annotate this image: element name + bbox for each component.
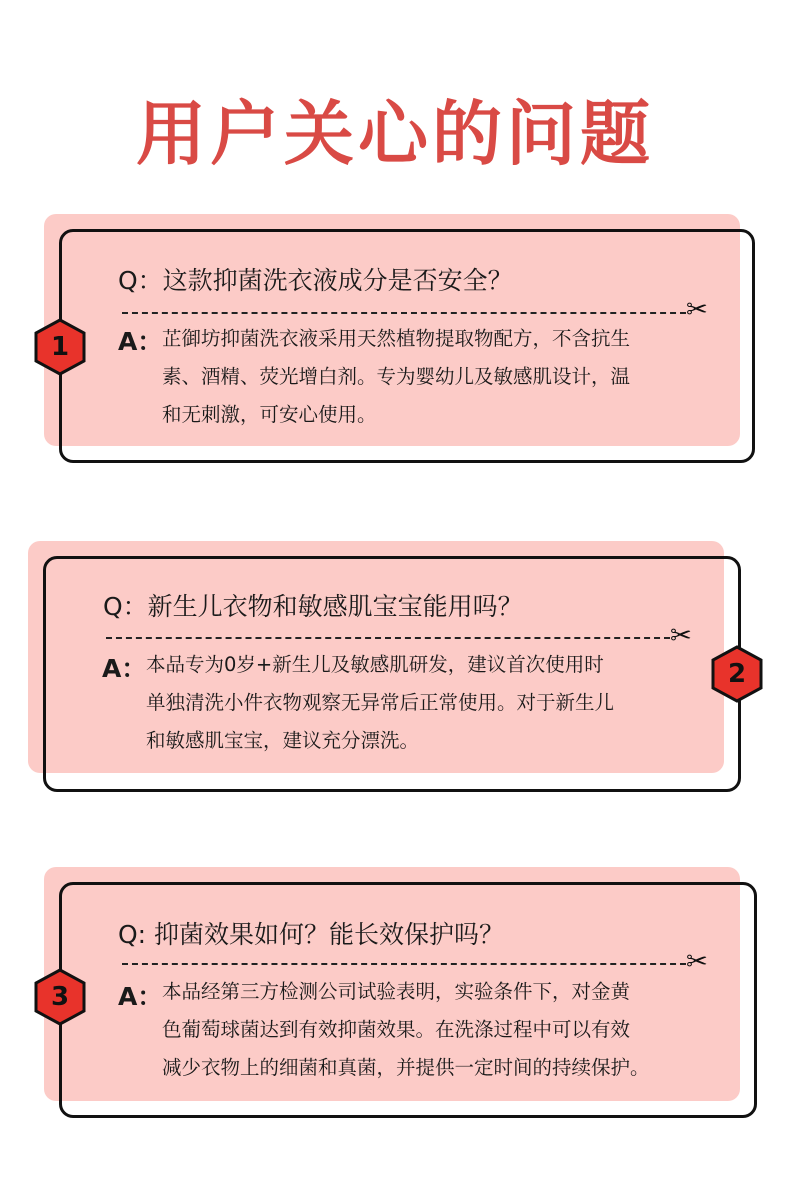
cut-line [106,637,670,639]
cut-line [122,963,686,965]
scissors-icon: ✂ [670,621,692,651]
faq-question: Q：新生儿衣物和敏感肌宝宝能用吗？ [103,592,523,621]
answer-line: 和无刺激，可安心使用。 [162,403,377,426]
answer-line: 和敏感肌宝宝，建议充分漂洗。 [146,729,420,752]
answer-line: 单独清洗小件衣物观察无异常后正常使用。对于新生儿 [146,691,615,714]
page-title: 用户关心的问题 [136,93,654,175]
badge-number: 3 [50,982,70,1012]
faq-question: Q：这款抑菌洗衣液成分是否安全？ [118,266,513,295]
number-badge [711,645,763,703]
answer-line: 减少衣物上的细菌和真菌，并提供一定时间的持续保护。 [162,1056,650,1079]
cut-line [122,312,686,314]
faq-answer [162,973,737,1087]
answer-label: A： [118,982,163,1011]
answer-line: 本品经第三方检测公司试验表明，实验条件下，对金黄 [162,980,631,1003]
number-badge [34,318,86,376]
scissors-icon: ✂ [686,295,708,325]
faq-answer [146,646,706,760]
answer-line: 本品专为0岁+新生儿及敏感肌研发，建议首次使用时 [146,653,604,676]
faq-question: Q: 抑菌效果如何？能长效保护吗？ [118,920,505,949]
answer-line: 素、酒精、荧光增白剂。专为婴幼儿及敏感肌设计，温 [162,365,631,388]
answer-line: 色葡萄球菌达到有效抑菌效果。在洗涤过程中可以有效 [162,1018,631,1041]
number-badge [34,968,86,1026]
scissors-icon: ✂ [686,947,708,977]
badge-number: 1 [50,332,70,362]
answer-line: 芷御坊抑菌洗衣液采用天然植物提取物配方，不含抗生 [162,327,631,350]
answer-label: A： [102,654,147,683]
faq-answer [162,320,732,434]
answer-label: A： [118,327,163,356]
badge-number: 2 [727,659,747,689]
